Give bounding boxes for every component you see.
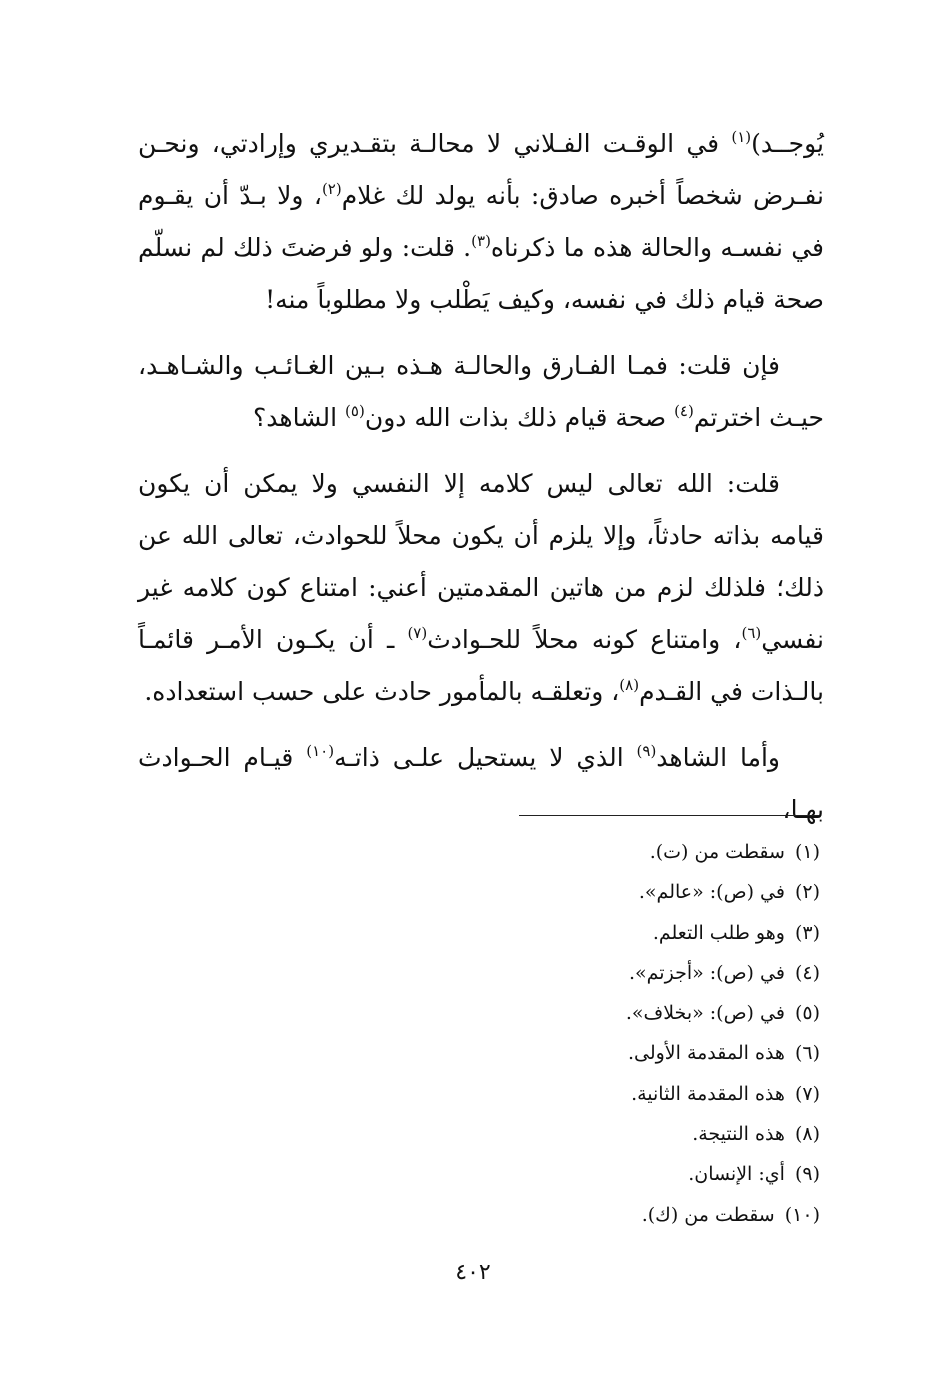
page-number: ٤٠٢ [455,1260,491,1285]
footnote-marker: (٩) [636,742,657,760]
footnote-text: في (ص): «بخلاف». [625,1002,785,1025]
footnote-text: في (ص): «أجزتم». [629,961,785,984]
footnote-separator [519,815,819,816]
footnote-marker: (٦) [741,624,762,642]
paragraph [138,732,824,836]
footnote-number: (٧) [794,1082,820,1105]
footnote-marker: (١٠) [306,742,335,760]
footnote-marker: (٢) [321,180,342,198]
footnote [260,913,820,953]
footnotes [260,832,820,1235]
footnote-marker: (٣) [471,232,491,250]
footnote-number: (٤) [794,961,820,984]
main-text [138,118,824,850]
footnote [260,953,820,993]
footnote-number: (١٠) [784,1203,820,1226]
text-run: يُوجــد) [751,129,824,158]
footnote-number: (٩) [794,1163,820,1186]
text-run: في الوقـت الفـلاني لا محالـة بتقـديري وإرادتي، ونحـن نفـرض شخصاً أخبره صادق: بأنه يولد لك غلام [138,129,825,210]
text-run: ، وامتناع كونه محلاً للحـوادث [427,625,742,654]
text-run: صحة قيام ذلك بذات الله دون [364,403,675,432]
footnote-text: هذه النتيجة. [692,1123,785,1146]
text-run: الذي لا يستحيل علـى ذاتـه [334,743,637,772]
footnote-text: في (ص): «عالم». [638,881,785,904]
text-run: . قلت: ولو فرضتَ ذلك لم نسلّم صحة قيام ذلك في نفسه، وكيف يَطْلب ولا مطلوباً منه! [138,233,824,314]
footnote-marker: (٥) [345,402,365,420]
footnote-marker: (٤) [674,402,694,420]
footnote-text: سقطت من (ت). [649,841,785,863]
footnote [260,1195,820,1235]
paragraph [138,118,824,326]
paragraph [138,458,824,718]
footnote-number: (١) [794,841,820,863]
text-run: الشاهد؟ [253,403,346,432]
footnote-text: سقطت من (ك). [641,1203,775,1226]
footnote-number: (٣) [794,921,820,944]
footnote-number: (٥) [794,1002,820,1025]
text-run: ، وتعلقـه بالمأمور حادث على حسب استعداده. [144,677,620,706]
text-run: وأما الشاهد [656,743,780,772]
footnote-marker: (٨) [619,676,640,694]
footnote [260,832,820,872]
footnote-number: (٨) [794,1123,820,1146]
footnote [260,1154,820,1194]
footnote-number: (٦) [794,1042,820,1065]
text-run: فإن قلت: فمـا الفـارق والحالـة هـذه بـين الغـائـب والشـاهـد، حيـث اخترتم [138,351,824,432]
text-run: ـ أن يكـون الأمـر قائمـاً بالـذات في القـدم [138,625,824,706]
footnote [260,993,820,1033]
footnote-marker: (١) [731,128,752,146]
footnote [260,872,820,912]
footnote-text: هذه المقدمة الأولى. [627,1042,785,1065]
text-run: قلت: الله تعالى ليس كلامه إلا النفسي ولا يمكن أن يكون قيامه بذاته حادثاً، وإلا يلزم أن يكون محلاً للحوادث، تعالى الله عن ذلك؛ فلذلك لزم من هاتين المقدمتين أعني: امتناع كون كلامه غير نفسي [138,469,825,654]
footnote-text: هذه المقدمة الثانية. [631,1082,785,1105]
text-run: قيـام الحـوادث بهـا، [138,743,824,824]
footnote-number: (٢) [794,881,820,904]
text-run: ، ولا بـدّ أن يقـوم في نفسـه والحالة هذه ما ذكرناه [138,181,825,262]
footnote-text: أي: الإنسان. [688,1163,785,1186]
footnote-text: وهو طلب التعلم. [652,921,785,944]
footnote [260,1033,820,1073]
footnote-marker: (٧) [407,624,428,642]
paragraph [138,340,824,444]
footnote [260,1114,820,1154]
footnote [260,1074,820,1114]
